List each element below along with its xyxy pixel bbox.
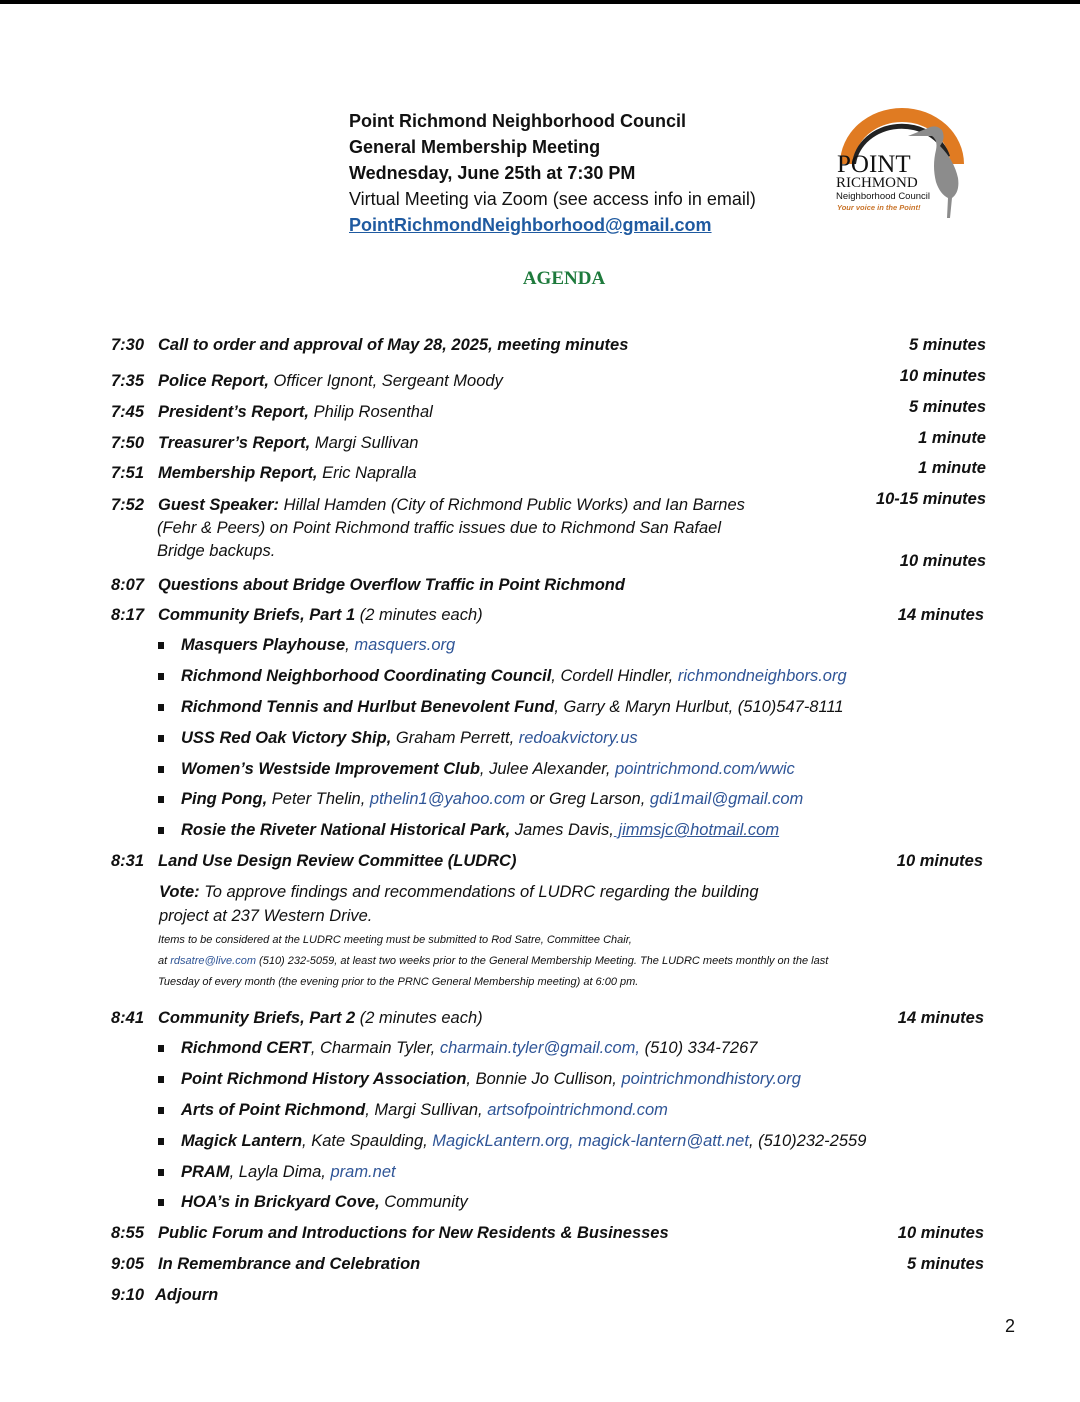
duration: 1 minute (918, 459, 986, 477)
duration: 14 minutes (897, 1009, 984, 1027)
link[interactable]: pram.net (330, 1163, 396, 1181)
link[interactable]: pointrichmond.com/wwic (615, 760, 795, 778)
link[interactable]: redoakvictory.us (518, 729, 638, 747)
duration: 10 minutes (899, 367, 986, 385)
agenda-item: 7:30 Call to order and approval of May 28, 2025, meeting minutes 5 minutes (111, 336, 986, 354)
agenda-item: 8:41 Community Briefs, Part 2 (2 minutes each) 14 minutes (111, 1009, 984, 1027)
duration: 10 minutes (897, 1224, 984, 1242)
page-number: 2 (1005, 1316, 1016, 1336)
brief-item: Women’s Westside Improvement Club, Julee Alexander, pointrichmond.com/wwic (158, 758, 795, 780)
agenda-item: 7:51 Membership Report, Eric Napralla 1 minute (111, 459, 986, 482)
email-link[interactable]: rdsatre@live.com (170, 955, 256, 967)
meeting-venue: Virtual Meeting via Zoom (see access info in email) (349, 189, 756, 209)
brief-item: PRAM, Layla Dima, pram.net (158, 1161, 396, 1183)
heron-logo-icon (832, 106, 972, 221)
brief-item: Richmond Neighborhood Coordinating Council, Cordell Hindler, richmondneighbors.org (158, 665, 847, 687)
agenda-item: 7:50 Treasurer’s Report, Margi Sullivan 1 minute (111, 429, 986, 452)
email-link[interactable]: jimmsjc@hotmail.com (613, 821, 780, 839)
link[interactable]: MagickLantern.org, magick-lantern@att.net (432, 1132, 749, 1150)
duration: 10 minutes (896, 852, 983, 870)
duration: 14 minutes (897, 606, 984, 624)
contact-email-link[interactable]: PointRichmondNeighborhood@gmail.com (349, 215, 712, 235)
link[interactable]: artsofpointrichmond.com (487, 1101, 668, 1119)
brief-item: USS Red Oak Victory Ship, Graham Perrett, redoakvictory.us (158, 727, 638, 749)
brief-item: Arts of Point Richmond, Margi Sullivan, artsofpointrichmond.com (158, 1099, 668, 1121)
link[interactable]: richmondneighbors.org (677, 667, 847, 685)
meeting-date: Wednesday, June 25th at 7:30 PM (349, 163, 636, 183)
brief-item: Ping Pong, Peter Thelin, pthelin1@yahoo.com or Greg Larson, gdi1mail@gmail.com (158, 788, 803, 810)
brief-item: Rosie the Riveter National Historical Park, James Davis, jimmsjc@hotmail.com (158, 819, 779, 841)
top-border (0, 0, 1080, 4)
brief-item: Masquers Playhouse, masquers.org (158, 634, 455, 656)
svg-text:Neighborhood Council: Neighborhood Council (836, 191, 931, 202)
agenda-item: 7:45 President’s Report, Philip Rosenthal 5 minutes (111, 398, 986, 421)
org-name: Point Richmond Neighborhood Council (349, 111, 686, 131)
brief-item: Point Richmond History Association, Bonnie Jo Cullison, pointrichmondhistory.org (158, 1068, 801, 1090)
agenda-item-continuation: (Fehr & Peers) on Point Richmond traffic issues due to Richmond San Rafael Bridge backups. (157, 519, 722, 560)
agenda-item: 7:35 Police Report, Officer Ignont, Sergeant Moody 10 minutes (111, 367, 986, 390)
brief-item: Magick Lantern, Kate Spaulding, MagickLantern.org, magick-lantern@att.net, (510)232-2559 (158, 1130, 866, 1152)
duration: 10-15 minutes (875, 490, 986, 508)
brief-item: Richmond CERT, Charmain Tyler, charmain.tyler@gmail.com, (510) 334-7267 (158, 1037, 757, 1059)
duration: 1 minute (918, 429, 986, 447)
ludrc-vote: Vote: To approve findings and recommendations of LUDRC regarding the building project at 237 Western Drive. (159, 883, 759, 925)
ludrc-note: Items to be considered at the LUDRC meeting must be submitted to Rod Satre, Committee Chair, at rdsatre@live.com (510) 232-5059, at least two weeks prior to the General Membership Meeting. The LUDRC meets monthly on the last Tuesday of every month (the evening prior to the PRNC General Membership meeting) at 6:00 pm. (158, 934, 829, 988)
agenda-item: 8:55 Public Forum and Introductions for New Residents & Businesses 10 minutes (111, 1224, 984, 1242)
svg-text:Your voice in the Point!: Your voice in the Point! (837, 203, 921, 212)
link[interactable]: pointrichmondhistory.org (621, 1070, 801, 1088)
duration: 5 minutes (908, 336, 986, 354)
svg-text:RICHMOND: RICHMOND (836, 175, 918, 191)
link[interactable]: masquers.org (354, 636, 456, 654)
email-link[interactable]: gdi1mail@gmail.com (649, 790, 804, 808)
duration: 5 minutes (906, 1255, 984, 1273)
svg-text:POINT: POINT (837, 151, 911, 178)
agenda-item: 8:31 Land Use Design Review Committee (LUDRC) 10 minutes (111, 852, 983, 870)
duration: 5 minutes (908, 398, 986, 416)
agenda-item: 7:52 Guest Speaker: Hillal Hamden (City of Richmond Public Works) and Ian Barnes 10-15 minutes (111, 490, 986, 514)
email-link[interactable]: pthelin1@yahoo.com (369, 790, 526, 808)
brief-item: HOA’s in Brickyard Cove, Community (158, 1191, 468, 1213)
agenda-item: 8:07 Questions about Bridge Overflow Traffic in Point Richmond (111, 576, 625, 594)
meeting-name: General Membership Meeting (349, 137, 601, 157)
agenda-item: 8:17 Community Briefs, Part 1 (2 minutes each) 14 minutes (111, 606, 984, 624)
agenda-item: 9:10 Adjourn (111, 1286, 219, 1304)
meeting-header (349, 108, 756, 238)
brief-item: Richmond Tennis and Hurlbut Benevolent Fund, Garry & Maryn Hurlbut, (510)547-8111 (158, 696, 844, 718)
duration: 10 minutes (899, 552, 986, 570)
prnc-logo (832, 106, 972, 221)
agenda-item: 9:05 In Remembrance and Celebration 5 minutes (111, 1255, 984, 1273)
agenda-heading: AGENDA (522, 268, 606, 289)
email-link[interactable]: charmain.tyler@gmail.com, (439, 1039, 640, 1057)
